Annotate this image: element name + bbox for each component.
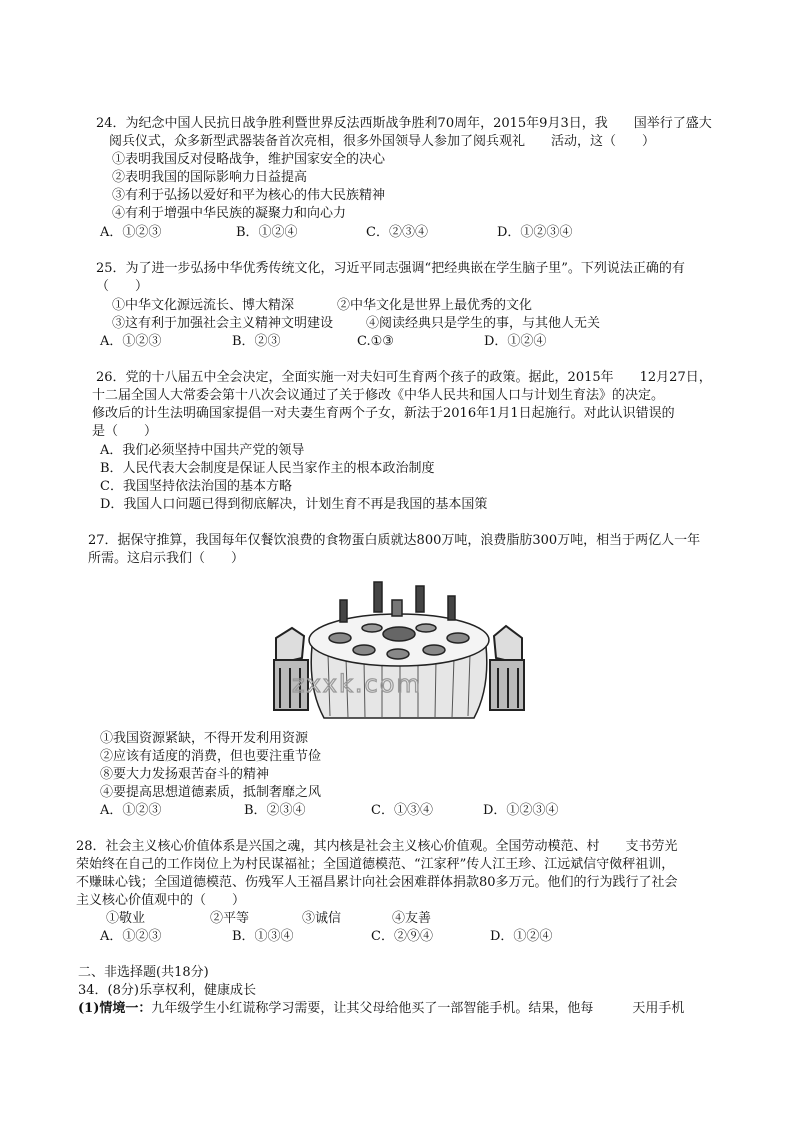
q26-line3: 修改后的计生法明确国家提倡一对夫妻生育两个子女，新法于2016年1月1日起施行。对此认识错误的 bbox=[92, 406, 675, 421]
q28-line4: 主义核心价值观中的（ ） bbox=[76, 893, 246, 908]
q26-option-a: A．我们必须坚持中国共产党的领导 bbox=[100, 443, 305, 458]
q25-statement-4: ④阅读经典只是学生的事，与其他人无关 bbox=[366, 316, 601, 331]
q27-statement-4: ④要提高思想道德素质，抵制奢靡之风 bbox=[100, 785, 322, 800]
q28-value-3: ③诚信 bbox=[302, 911, 342, 926]
q24-option-a: A．①②③ bbox=[100, 225, 162, 240]
q27-statement-3: ⑧要大力发扬艰苦奋斗的精神 bbox=[100, 767, 270, 782]
q28-line1: 28．社会主义核心价值体系是兴国之魂，其内核是社会主义核心价值观。全国劳动模范、村 支书劳光 bbox=[76, 839, 678, 854]
q25-line2: （ ） bbox=[96, 279, 149, 294]
q26-option-d: D．我国人口问题已得到彻底解决，计划生育不再是我国的基本国策 bbox=[100, 497, 488, 512]
q28-value-4: ④友善 bbox=[392, 911, 432, 926]
q26-line2: 十二届全国人大常委会第十八次会议通过了关于修改《中华人民共和国人口与计划生育法》的决定。 bbox=[92, 388, 665, 403]
q34-scene-text: 九年级学生小红谎称学习需要，让其父母给他买了一部智能手机。结果，他每 天用手机 bbox=[151, 1001, 685, 1016]
section-2-title: 二、非选择题(共18分) bbox=[78, 965, 209, 980]
q34-scene-label: (1)情境一： bbox=[78, 1001, 152, 1016]
q28-option-b: B．①③④ bbox=[232, 929, 294, 944]
q27-statement-1: ①我国资源紧缺，不得开发利用资源 bbox=[100, 731, 309, 746]
q27-line2: 所需。这启示我们（ ） bbox=[88, 551, 245, 566]
q28-option-d: D．①②④ bbox=[490, 929, 553, 944]
q25-statement-2: ②中华文化是世界上最优秀的文化 bbox=[337, 298, 533, 313]
q28-value-2: ②平等 bbox=[210, 911, 250, 926]
q24-line1: 24．为纪念中国人民抗日战争胜利暨世界反法西斯战争胜利70周年，2015年9月3日，我 国举行了盛大 bbox=[96, 116, 712, 131]
q25-option-d: D．①②④ bbox=[484, 334, 547, 349]
q27-option-a: A．①②③ bbox=[100, 803, 162, 818]
q24-statement-3: ③有利于弘扬以爱好和平为核心的伟大民族精神 bbox=[112, 188, 386, 203]
q24-statement-4: ④有利于增强中华民族的凝聚力和向心力 bbox=[112, 206, 347, 221]
q28-option-c: C．②⑨④ bbox=[371, 929, 433, 944]
q28-line3: 不赚昧心钱；全国道德模范、伤残军人王福昌累计向社会困难群体捐款80多万元。他们的行为践行了社会 bbox=[76, 875, 678, 890]
q25-statement-1: ①中华文化源远流长、博大精深 bbox=[112, 298, 295, 313]
q25-option-a: A．①②③ bbox=[100, 334, 162, 349]
q27-option-c: C．①③④ bbox=[371, 803, 433, 818]
q26-line4: 是（ ） bbox=[92, 424, 158, 439]
q28-option-a: A．①②③ bbox=[100, 929, 162, 944]
q26-option-b: B．人民代表大会制度是保证人民当家作主的根本政治制度 bbox=[100, 461, 435, 476]
q28-value-1: ①敬业 bbox=[106, 911, 146, 926]
q24-statement-1: ①表明我国反对侵略战争，维护国家安全的决心 bbox=[112, 152, 386, 167]
table-icon bbox=[309, 614, 489, 718]
q25-line1: 25．为了进一步弘扬中华优秀传统文化，习近平同志强调“把经典嵌在学生脑子里”。下列说法正确的有 bbox=[96, 261, 685, 276]
q27-option-d: D．①②③④ bbox=[483, 803, 559, 818]
q24-option-d: D．①②③④ bbox=[497, 225, 573, 240]
watermark-text: zxxk.com bbox=[292, 670, 422, 698]
q25-statement-3: ③这有利于加强社会主义精神文明建设 bbox=[112, 316, 334, 331]
q24-option-c: C．②③④ bbox=[366, 225, 428, 240]
banquet-table-illustration bbox=[268, 578, 530, 724]
q25-option-c: C.①③ bbox=[357, 334, 394, 349]
q27-option-b: B．②③④ bbox=[244, 803, 306, 818]
q26-line1: 26．党的十八届五中全会决定，全面实施一对夫妇可生育两个孩子的政策。据此，2015年 12月27日， bbox=[96, 370, 712, 385]
q24-line2: 阅兵仪式，众多新型武器装备首次亮相，很多外国领导人参加了阅兵观礼 活动，这（ ） bbox=[109, 134, 656, 149]
q27-statement-2: ②应该有适度的消费，但也要注重节俭 bbox=[100, 749, 322, 764]
right-chair-icon bbox=[490, 626, 524, 710]
q34-scene-1 bbox=[78, 1000, 684, 1018]
q26-option-c: C．我国坚持依法治国的基本方略 bbox=[100, 479, 292, 494]
q25-option-b: B．②③ bbox=[232, 334, 281, 349]
q28-line2: 荣始终在自己的工作岗位上为村民谋福祉；全国道德模范、“江家秤”传人江王珍、江远斌信守傚秤祖训， bbox=[76, 857, 675, 872]
q24-statement-2: ②表明我国的国际影响力日益提高 bbox=[112, 170, 308, 185]
q34-title: 34．(8分)乐享权利，健康成长 bbox=[78, 983, 256, 998]
q27-line1: 27．据保守推算，我国每年仅餐饮浪费的食物蛋白质就达800万吨，浪费脂肪300万吨，相当于两亿人一年 bbox=[88, 533, 701, 548]
q24-option-b: B．①②④ bbox=[236, 225, 298, 240]
